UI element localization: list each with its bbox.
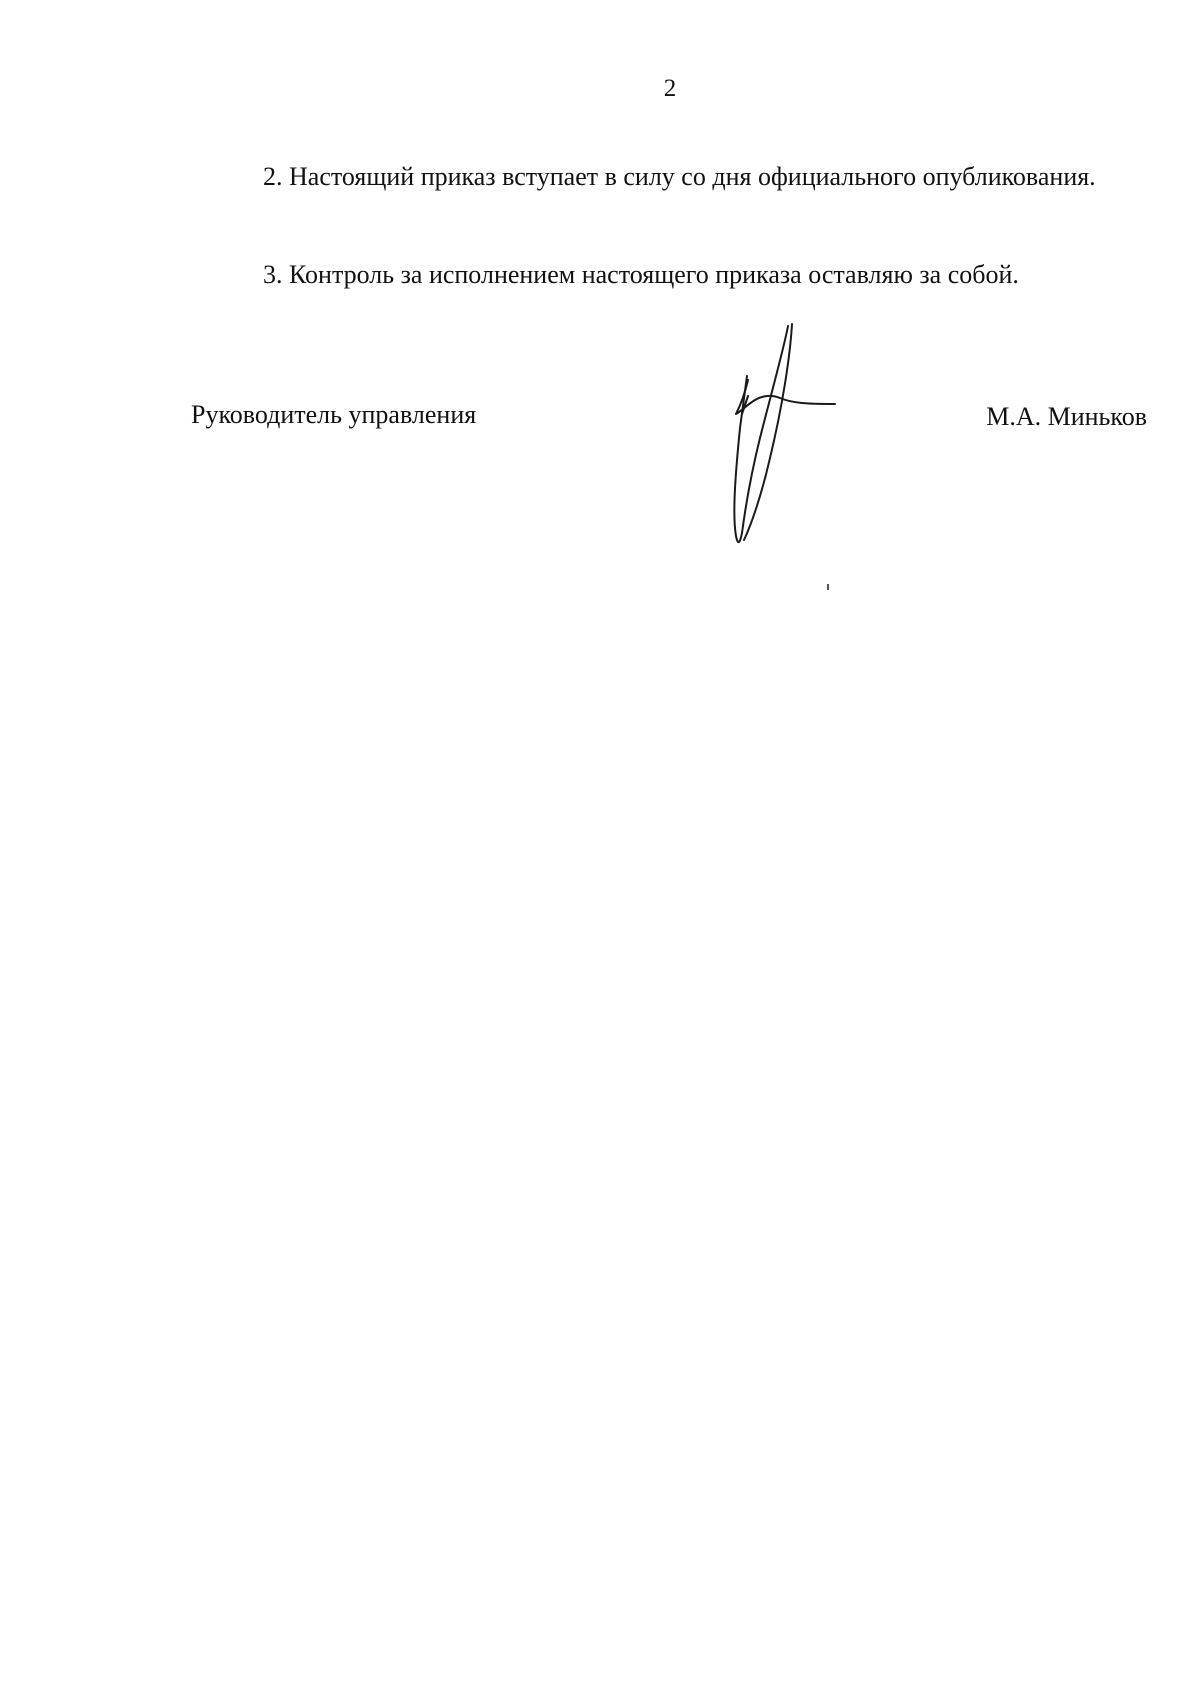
page-number: 2: [663, 75, 677, 102]
paragraph-effective-date: 2. Настоящий приказ вступает в силу со дня официального опубликования.: [263, 162, 1096, 191]
handwritten-signature: [700, 318, 850, 548]
signatory-position: Руководитель управления: [191, 400, 477, 429]
paragraph-control: 3. Контроль за исполнением настоящего приказа оставляю за собой.: [263, 260, 1019, 289]
signatory-name: М.А. Миньков: [986, 402, 1147, 431]
scan-artifact: [827, 584, 829, 590]
